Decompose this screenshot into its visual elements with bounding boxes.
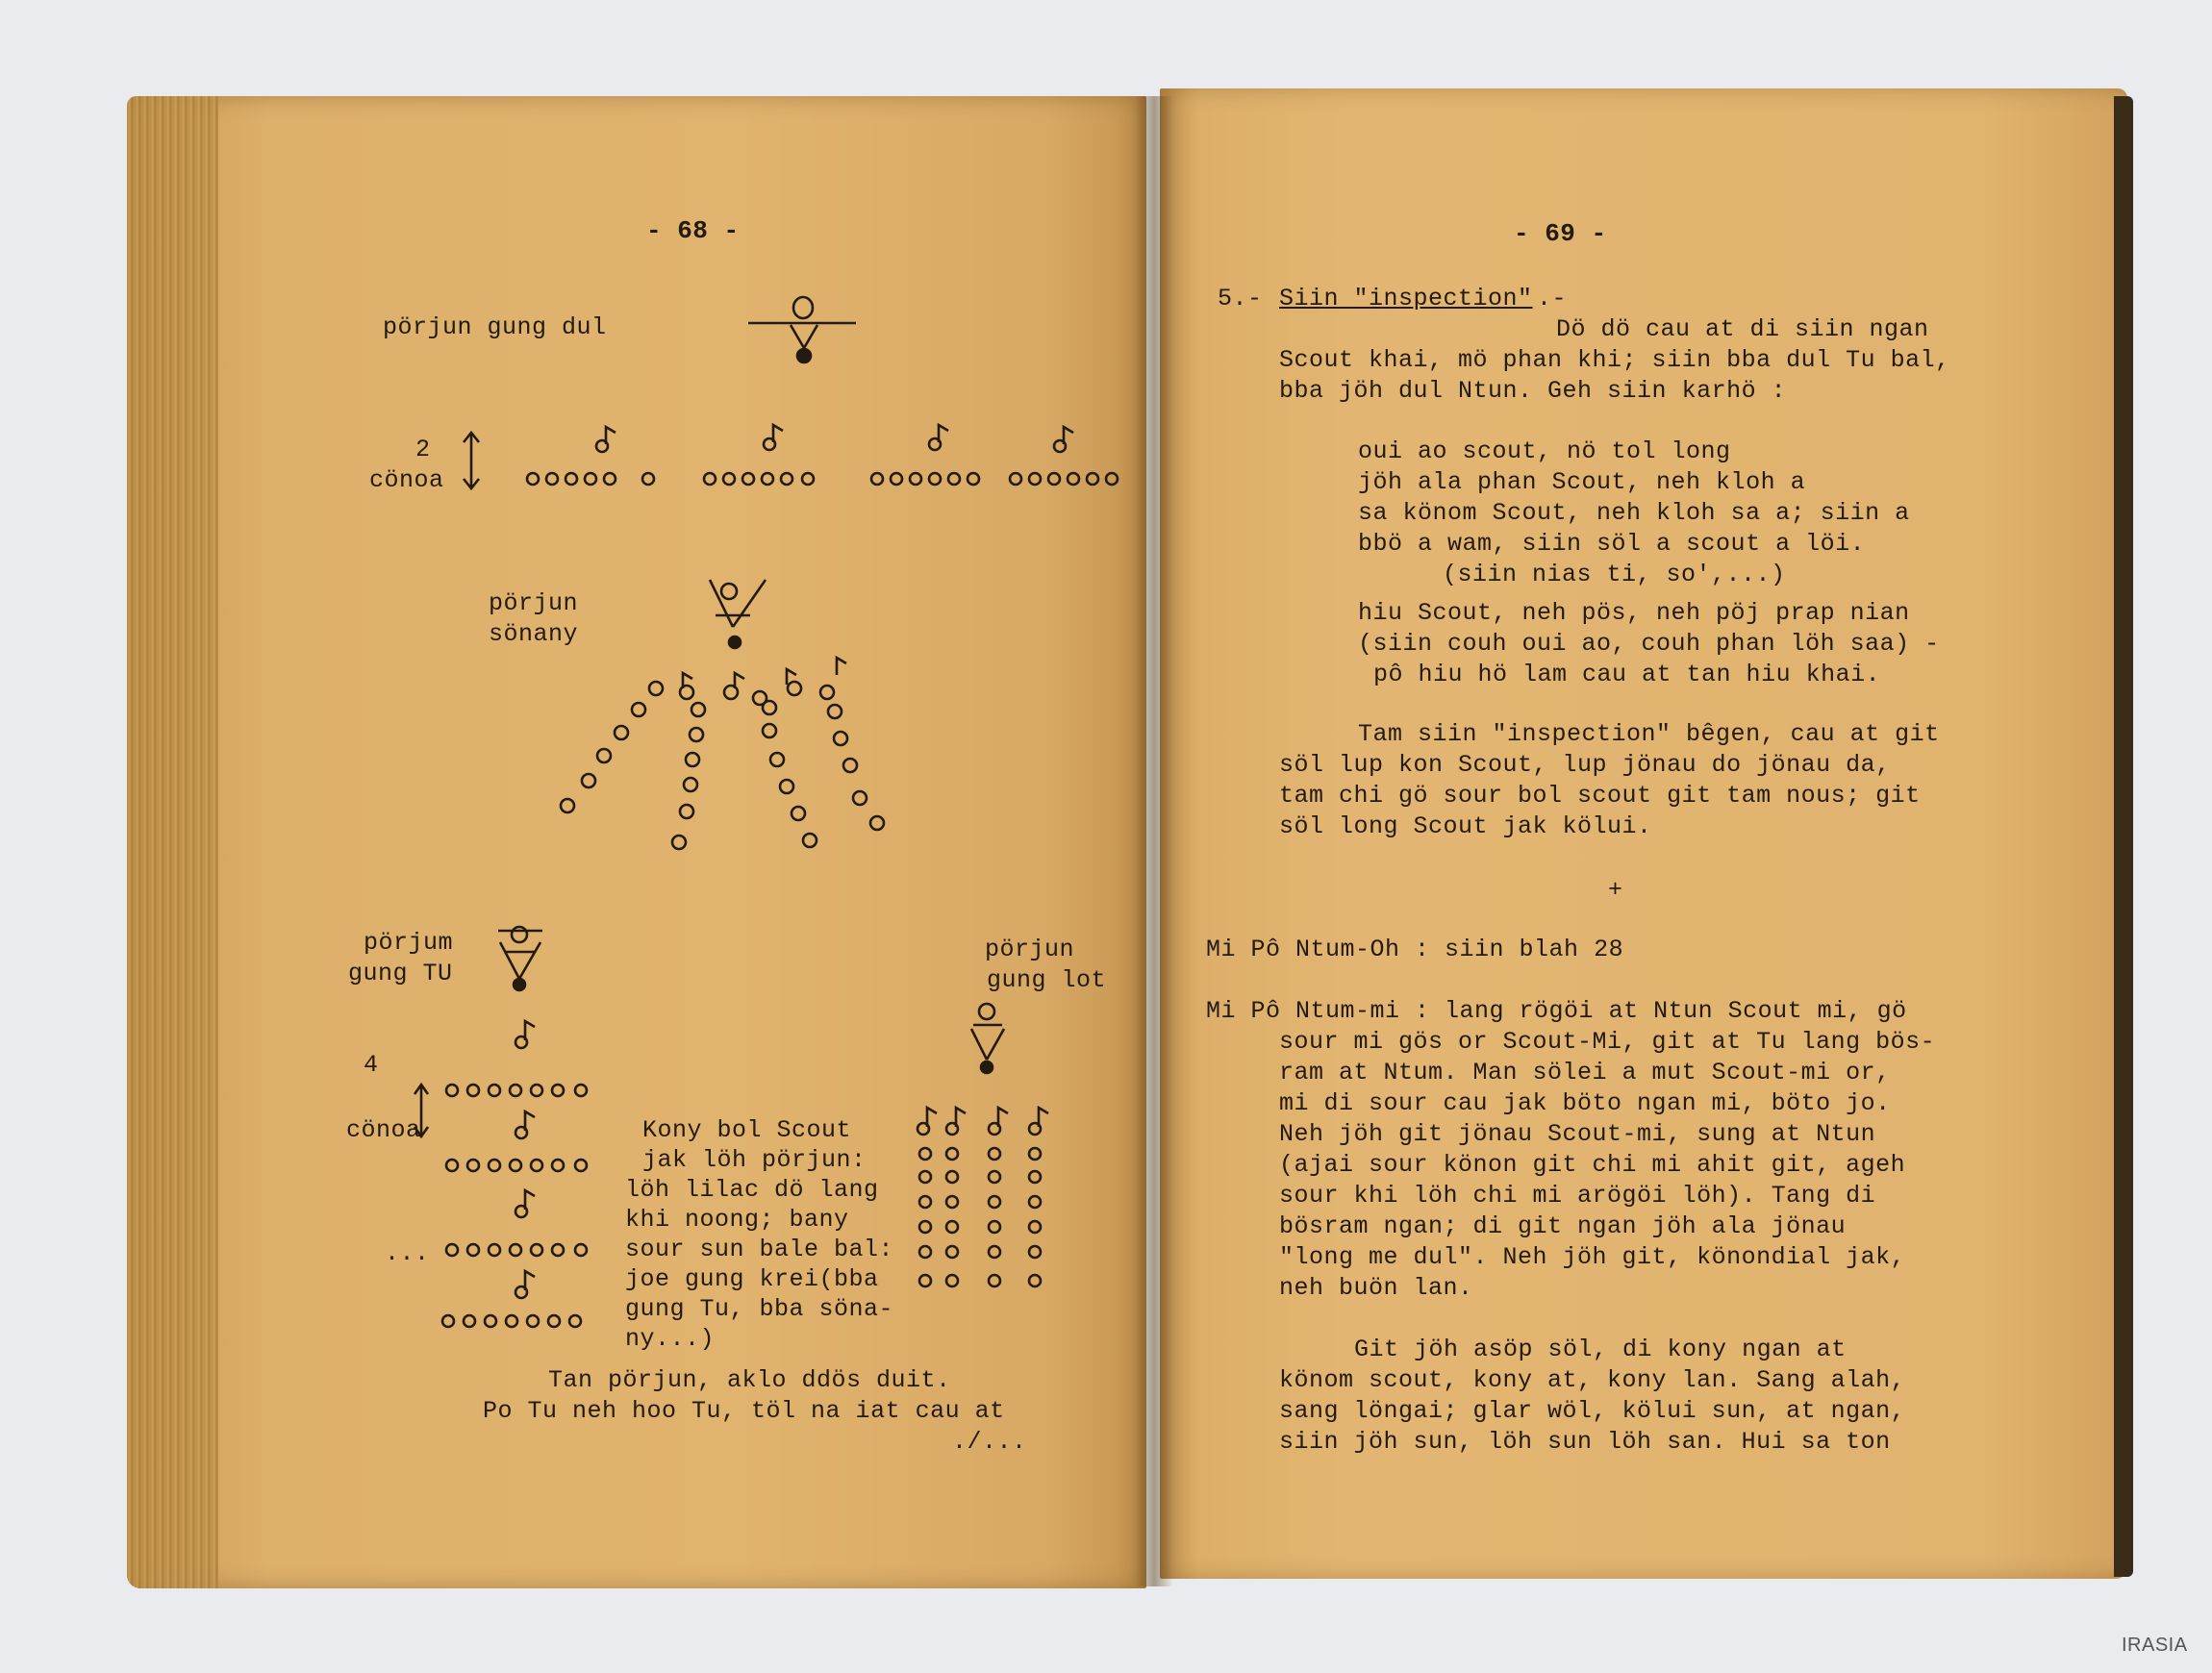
quote-line: hiu Scout, neh pös, neh pöj prap nian xyxy=(1358,599,1910,627)
patrol-leader-icon xyxy=(764,425,783,450)
diagram-label-gung-dul: pörjun gung dul xyxy=(383,313,607,341)
paragraph-line: Neh jöh git jönau Scout-mi, sung at Ntun xyxy=(1279,1120,1876,1148)
paragraph-line: Dö dö cau at di siin ngan xyxy=(1556,315,1929,343)
paragraph-line: mi di sour cau jak böto ngan mi, böto jo. xyxy=(1279,1089,1891,1117)
paragraph-line: tam chi gö sour bol scout git tam nous; git xyxy=(1279,782,1921,810)
paragraph-line: siin jöh sun, löh sun löh san. Hui sa ton xyxy=(1279,1428,1891,1456)
quote-line: oui ao scout, nö tol long xyxy=(1358,437,1731,465)
page-number-69: - 69 - xyxy=(1514,219,1607,248)
quote-line: (siin nias ti, so',...) xyxy=(1443,561,1786,588)
row-word-label: cönoa xyxy=(369,466,444,494)
paragraph-line: sour khi löh chi mi arögöi löh). Tang di xyxy=(1279,1182,1876,1210)
diagram-label-tu-2: gung TU xyxy=(348,960,453,987)
paragraph-line: söl lup kon Scout, lup jönau do jönau da, xyxy=(1279,751,1891,779)
paragraph-line: Git jöh asöp söl, di kony ngan at xyxy=(1354,1336,1847,1363)
note-line: sour sun bale bal: xyxy=(625,1236,894,1263)
paragraph-line: sang löngai; glar wöl, kölui sun, at ngan, xyxy=(1279,1397,1906,1425)
section-separator: + xyxy=(1608,876,1623,904)
quote-line: pô hiu hö lam cau at tan hiu khai. xyxy=(1373,661,1881,688)
watermark: IRASIA xyxy=(2122,1635,2188,1656)
page-number-68: - 68 - xyxy=(646,216,740,245)
reference-line-oh: Mi Pô Ntum-Oh : siin blah 28 xyxy=(1206,936,1624,963)
quote-line: (siin couh oui ao, couh phan löh saa) - xyxy=(1358,630,1940,658)
paragraph-line: bba jöh dul Ntun. Geh siin karhö : xyxy=(1279,377,1787,405)
patrol-column-icons xyxy=(917,1108,1048,1286)
note-line: joe gung krei(bba xyxy=(625,1265,879,1293)
diagram-label-lot-2: gung lot xyxy=(987,966,1107,994)
diagram-label-sonany-1: pörjun xyxy=(489,589,579,617)
leader-figure-icon xyxy=(971,1004,1004,1060)
quote-line: jöh ala phan Scout, neh kloh a xyxy=(1358,468,1806,496)
note-line: gung Tu, bba söna- xyxy=(625,1295,894,1323)
paragraph-line: neh buön lan. xyxy=(1279,1274,1473,1302)
continuation-mark: ./... xyxy=(952,1428,1027,1456)
row-ellipsis: ... xyxy=(385,1239,430,1267)
note-line: jak löh pörjun: xyxy=(642,1146,867,1174)
diagram-label-sonany-2: sönany xyxy=(489,620,579,648)
diagram-label-tu-1: pörjum xyxy=(364,929,454,957)
quote-line: bbö a wam, siin söl a scout a löi. xyxy=(1358,530,1866,558)
leader-figure-icon xyxy=(498,927,542,979)
paragraph-line: Tam siin "inspection" bêgen, cau at git xyxy=(1358,720,1940,748)
patrol-leader-icon xyxy=(596,427,616,452)
patrol-leader-icon xyxy=(1054,427,1073,452)
paragraph-line: "long me dul". Neh jöh git, könondial jak, xyxy=(1279,1243,1906,1271)
footer-line: Tan pörjun, aklo ddös duit. xyxy=(548,1366,951,1394)
row-word-label-4: cönoa xyxy=(346,1116,421,1144)
note-line: Kony bol Scout xyxy=(642,1116,852,1144)
note-line: ny...) xyxy=(625,1325,716,1353)
scout-row-icons xyxy=(527,473,1118,485)
paragraph-line: könom scout, kony at, kony lan. Sang alah, xyxy=(1279,1366,1906,1394)
note-line: khi noong; bany xyxy=(625,1206,849,1234)
section-title: Siin "inspection" xyxy=(1279,285,1533,312)
paragraph-line: sour mi gös or Scout-Mi, git at Tu lang bös- xyxy=(1279,1028,1936,1056)
reference-line-mi: Mi Pô Ntum-mi : lang rögöi at Ntun Scout mi, gö xyxy=(1206,997,1907,1025)
footer-line: Po Tu neh hoo Tu, töl na iat cau at xyxy=(483,1397,1005,1425)
patrol-leader-icon xyxy=(929,425,948,450)
leader-figure-icon xyxy=(748,297,856,348)
patrol-leader-icon xyxy=(683,658,846,688)
diagram-label-lot-1: pörjun xyxy=(985,936,1075,963)
section-title-suffix: .- xyxy=(1537,285,1568,312)
paragraph-line: bösram ngan; di git ngan jöh ala jönau xyxy=(1279,1212,1847,1240)
row-count-label: 2 xyxy=(415,436,431,463)
row-count-label-4: 4 xyxy=(364,1051,379,1079)
quote-line: sa könom Scout, neh kloh sa a; siin a xyxy=(1358,499,1910,527)
note-line: löh lilac dö lang xyxy=(625,1176,879,1204)
semicircle-formation-icons xyxy=(561,682,884,849)
section-number: 5.- xyxy=(1218,285,1263,312)
paragraph-line: ram at Ntum. Man sölei a mut Scout-mi or, xyxy=(1279,1059,1891,1086)
leader-figure-icon xyxy=(710,580,766,627)
paragraph-line: (ajai sour könon git chi mi ahit git, ageh xyxy=(1279,1151,1906,1179)
paragraph-line: söl long Scout jak kölui. xyxy=(1279,812,1652,840)
paragraph-line: Scout khai, mö phan khi; siin bba dul Tu bal, xyxy=(1279,346,1950,374)
